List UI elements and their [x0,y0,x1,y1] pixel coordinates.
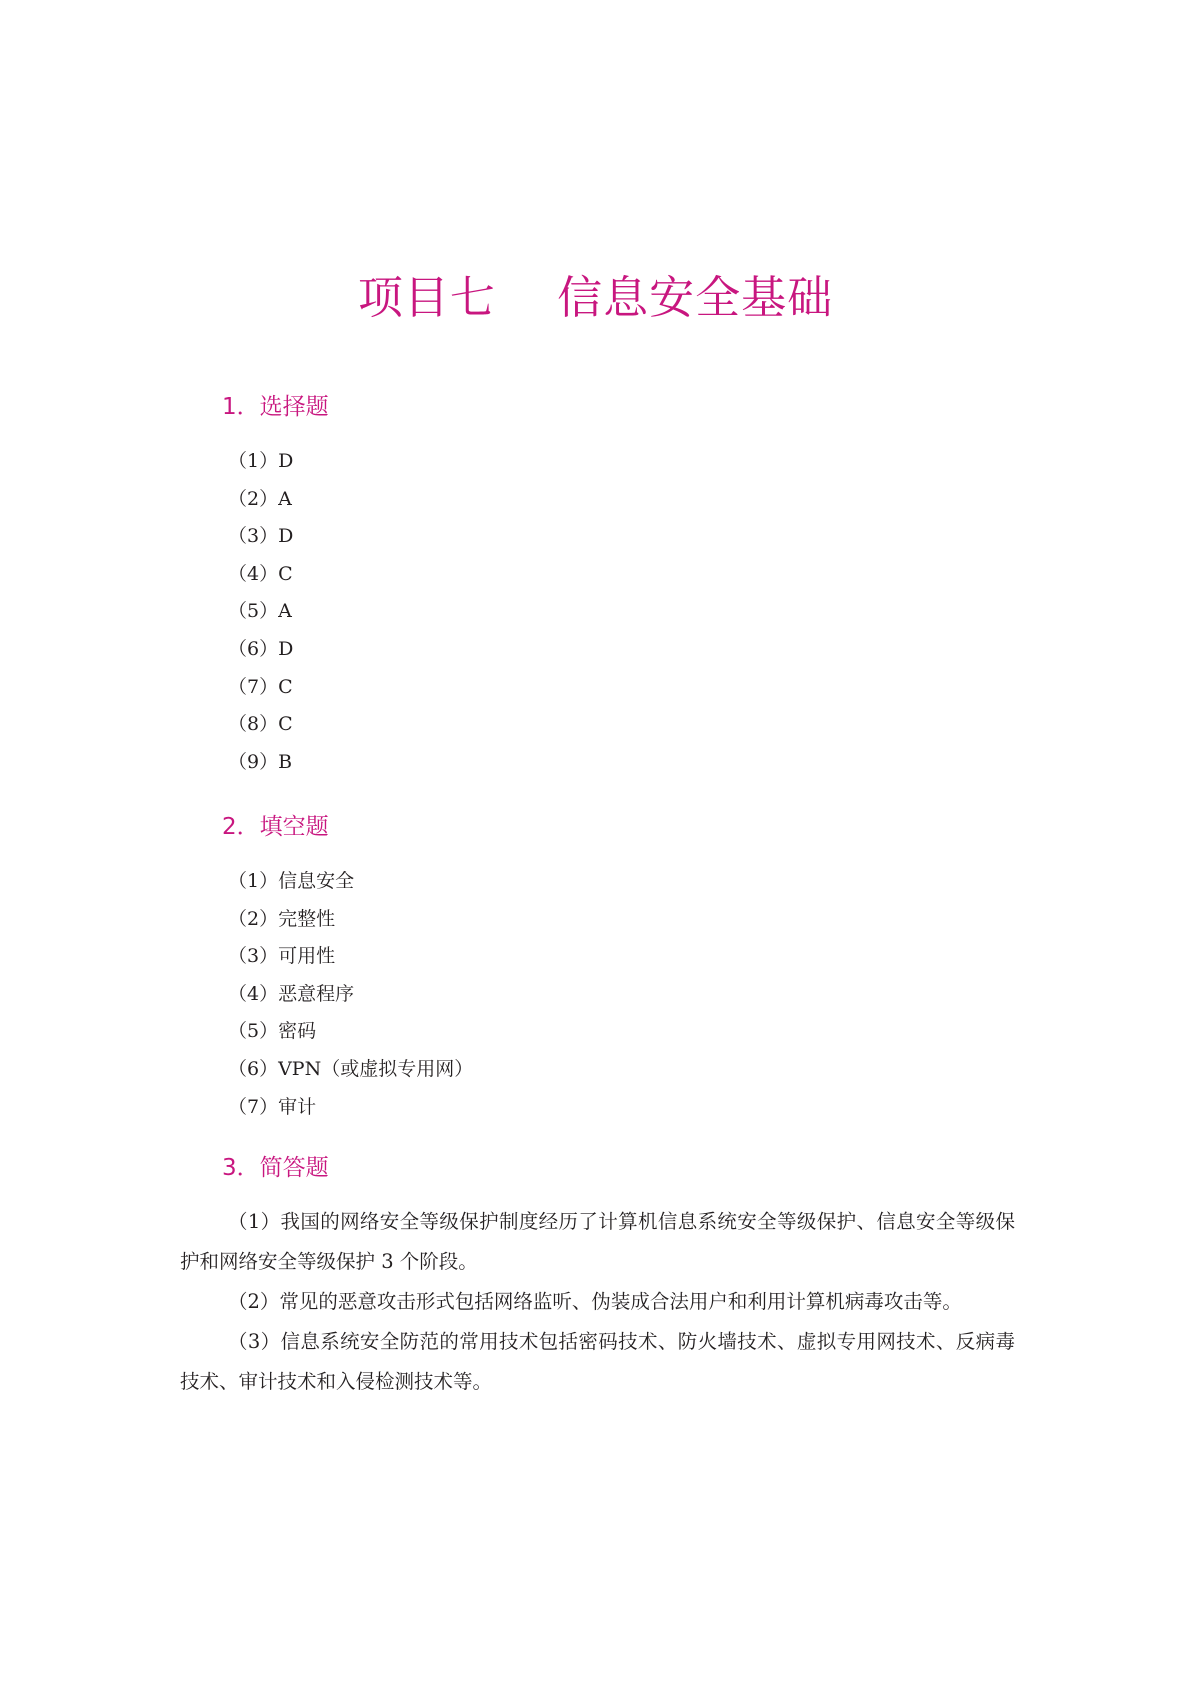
page-title: 项目七 信息安全基础 [357,271,834,324]
list-item: （1）信息安全 [228,870,355,892]
list-item: （4）恶意程序 [228,982,355,1005]
list-item: （4）C [228,562,293,585]
list-item: （7）审计 [228,1095,317,1118]
section-heading-short-answer: 3．简答题 [222,1155,329,1181]
list-item: （9）B [228,750,293,773]
multiple-choice-answer-list [228,443,293,781]
list-item: （6）D [228,637,294,660]
fill-in-blank-answer-list [228,863,473,1126]
paragraph: （3）信息系统安全防范的常用技术包括密码技术、防火墙技术、虚拟专用网技术、反病毒技术、审计技术和入侵检测技术等。 [180,1330,1015,1393]
list-item: （3）可用性 [228,945,336,968]
short-answer-paragraphs [180,1202,1015,1402]
list-item: （1）D [228,450,294,472]
list-item: （2）完整性 [228,907,336,930]
paragraph: （2）常见的恶意攻击形式包括网络监听、伪装成合法用户和利用计算机病毒攻击等。 [228,1290,962,1313]
list-item: （5）密码 [228,1020,317,1043]
list-item: （7）C [228,675,293,698]
section-heading-multiple-choice: 1．选择题 [222,394,329,420]
list-item: （2）A [228,487,292,510]
paragraph: （1）我国的网络安全等级保护制度经历了计算机信息系统安全等级保护、信息安全等级保护和网络安全等级保护 3 个阶段。 [180,1210,1015,1273]
list-item: （8）C [228,713,293,736]
list-item: （3）D [228,525,294,548]
list-item: （6）VPN（或虚拟专用网） [228,1057,474,1080]
list-item: （5）A [228,600,292,623]
section-heading-fill-in-blank: 2．填空题 [222,814,329,840]
